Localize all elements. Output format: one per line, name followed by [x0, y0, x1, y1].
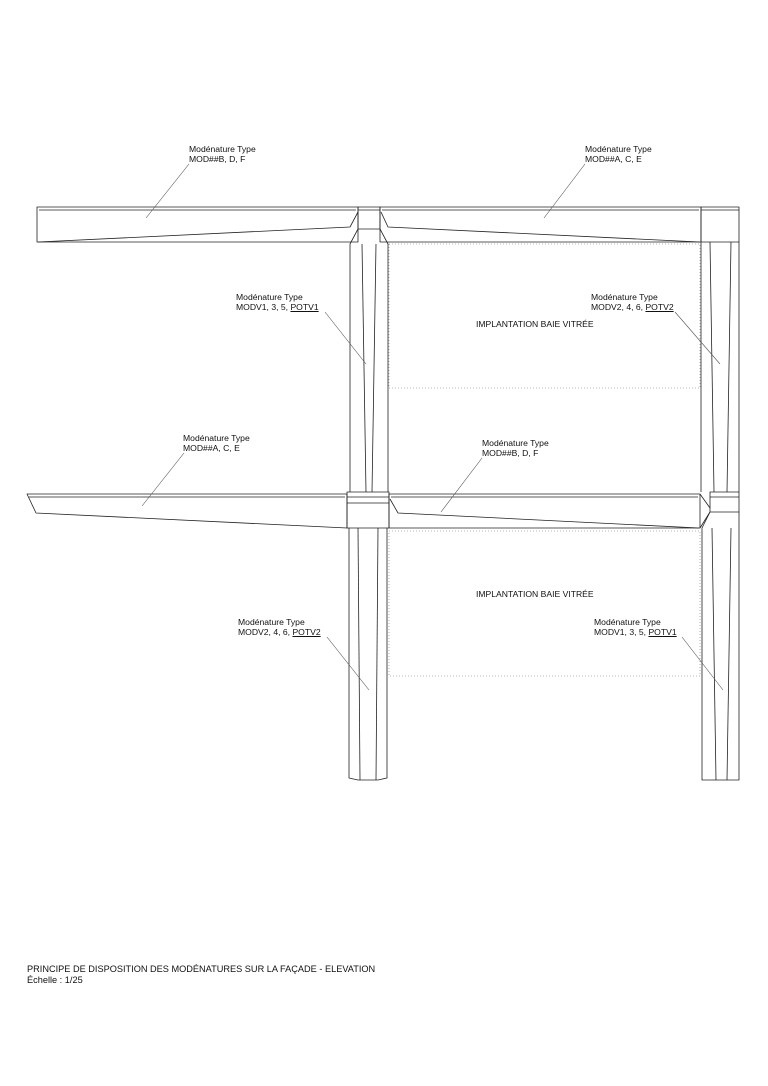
- label-mid-left-line1: Modénature Type: [236, 292, 303, 302]
- label-mid-left: [236, 292, 319, 312]
- label-mid-right-line2: [591, 302, 674, 312]
- lower-left-beam: [27, 494, 347, 528]
- label-bottom-left: [238, 617, 321, 637]
- drawing-title-block: [27, 964, 375, 985]
- label-top-right-line2: MOD##A, C, E: [585, 154, 642, 164]
- upper-right-beam: [380, 207, 701, 242]
- label-low-center: [482, 438, 549, 458]
- label-mid-right-ref: POTV2: [645, 302, 674, 312]
- lower-glazing-label: IMPLANTATION BAIE VITRÉE: [476, 589, 594, 599]
- lower-glazing-outline: [389, 531, 700, 676]
- label-bottom-left-line2: [238, 627, 321, 637]
- label-bottom-right-line1: Modénature Type: [594, 617, 661, 627]
- label-mid-right-line1: Modénature Type: [591, 292, 658, 302]
- label-top-right: [585, 144, 652, 164]
- label-mid-left-ref: POTV1: [290, 302, 319, 312]
- label-mid-left-codes: MODV1, 3, 5,: [236, 302, 291, 312]
- label-top-right-line1: Modénature Type: [585, 144, 652, 154]
- lower-right-beam: [389, 494, 710, 528]
- label-bottom-left-ref: POTV2: [292, 627, 321, 637]
- label-bottom-left-codes: MODV2, 4, 6,: [238, 627, 293, 637]
- upper-left-beam: [37, 207, 358, 242]
- right-column: [701, 207, 739, 780]
- label-bottom-right: [594, 617, 677, 637]
- label-low-center-line2: MOD##B, D, F: [482, 448, 539, 458]
- upper-glazing-label: IMPLANTATION BAIE VITRÉE: [476, 319, 594, 329]
- upper-glazing-outline: [389, 244, 700, 388]
- label-bottom-left-line1: Modénature Type: [238, 617, 305, 627]
- label-low-center-line1: Modénature Type: [482, 438, 549, 448]
- label-bottom-right-codes: MODV1, 3, 5,: [594, 627, 649, 637]
- label-top-left: [189, 144, 256, 164]
- label-low-left-line2: MOD##A, C, E: [183, 443, 240, 453]
- drawing-title: PRINCIPE DE DISPOSITION DES MODÉNATURES SUR LA FAÇADE - ELEVATION: [27, 964, 376, 974]
- label-mid-left-line2: [236, 302, 319, 312]
- label-mid-right: [591, 292, 674, 312]
- label-low-left: [183, 433, 250, 453]
- label-mid-right-codes: MODV2, 4, 6,: [591, 302, 646, 312]
- label-low-left-line1: Modénature Type: [183, 433, 250, 443]
- label-top-left-line2: MOD##B, D, F: [189, 154, 246, 164]
- label-bottom-right-line2: [594, 627, 677, 637]
- left-column: [347, 207, 389, 780]
- label-top-left-line1: Modénature Type: [189, 144, 256, 154]
- leader-lines: [142, 164, 723, 690]
- label-bottom-right-ref: POTV1: [648, 627, 677, 637]
- drawing-scale: Échelle : 1/25: [27, 974, 83, 985]
